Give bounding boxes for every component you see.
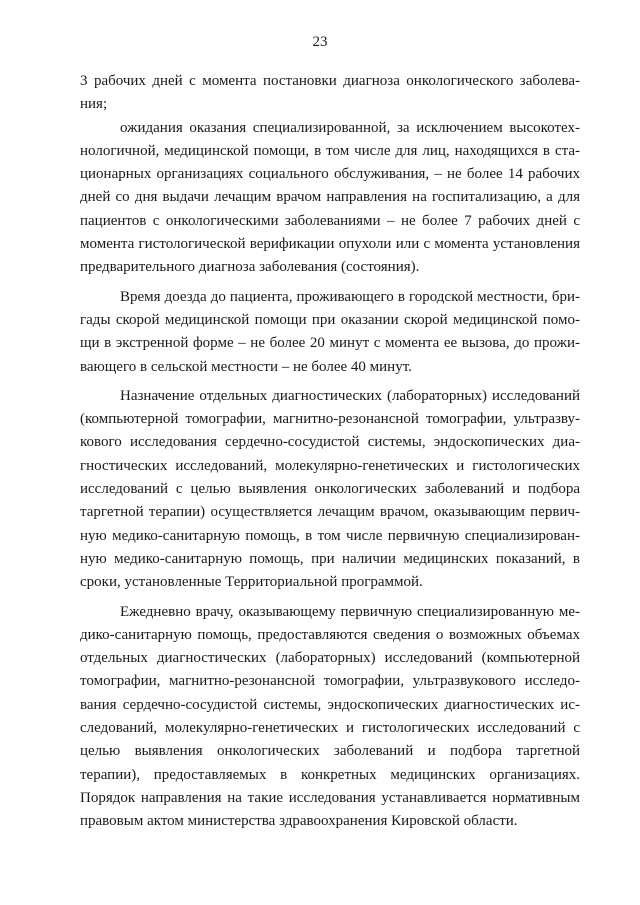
body-text (80, 70, 580, 834)
paragraph-2: ожидания оказания специализированной, за исключением высокотехнологичной, медицинской помощи, в том числе для лиц, находящихся в стационарных организациях социального обслуживания, – не более 14 рабочих дней со дня выдачи лечащим врачом направления на госпитализацию, а для пациентов с онкологическими заболеваниями – не более 7 рабочих дней с момента гистологической верификации опухоли или с момента установления предварительного диагноза заболевания (состояния). (80, 119, 580, 276)
paragraph-3: Время доезда до пациента, проживающего в городской местности, бригады скорой медицинской помощи при оказании скорой медицинской помощи в экстренной форме – не более 20 минут с момента ее вызова, до проживающего в сельской местности – не более 40 минут. (80, 288, 580, 375)
paragraph-1: 3 рабочих дней с момента постановки диагноза онкологического заболевания; (80, 73, 580, 113)
paragraph-5: Ежедневно врачу, оказывающему первичную специализированную медико-санитарную помощь, предоставляются сведения о возможных объемах отдельных диагностических (лабораторных) исследований (компьютерной томографии, магнитно-резонансной томографии, ультразвукового исследования сердечно-сосудистой системы, эндоскопических диагностических исследований, молекулярно-генетических и гистологических исследований с целью выявления онкологических заболеваний и подбора таргетной терапии), предоставляемых в конкретных медицинских организациях. Порядок направления на такие исследования устанавливается нормативным правовым актом министерства здравоохранения Кировской области. (80, 603, 580, 830)
page-number: 23 (312, 34, 328, 50)
paragraph-4: Назначение отдельных диагностических (лабораторных) исследований (компьютерной томографии, магнитно-резонансной томографии, ультразвукового исследования сердечно-сосудистой системы, эндоскопических диагностических исследований, молекулярно-генетических и гистологических исследований с целью выявления онкологических заболеваний и подбора таргетной терапии) осуществляется лечащим врачом, оказывающим первичную медико-санитарную помощь, в том числе первичную специализированную медико-санитарную помощь, при наличии медицинских показаний, в сроки, установленные Территориальной программой. (80, 387, 580, 591)
